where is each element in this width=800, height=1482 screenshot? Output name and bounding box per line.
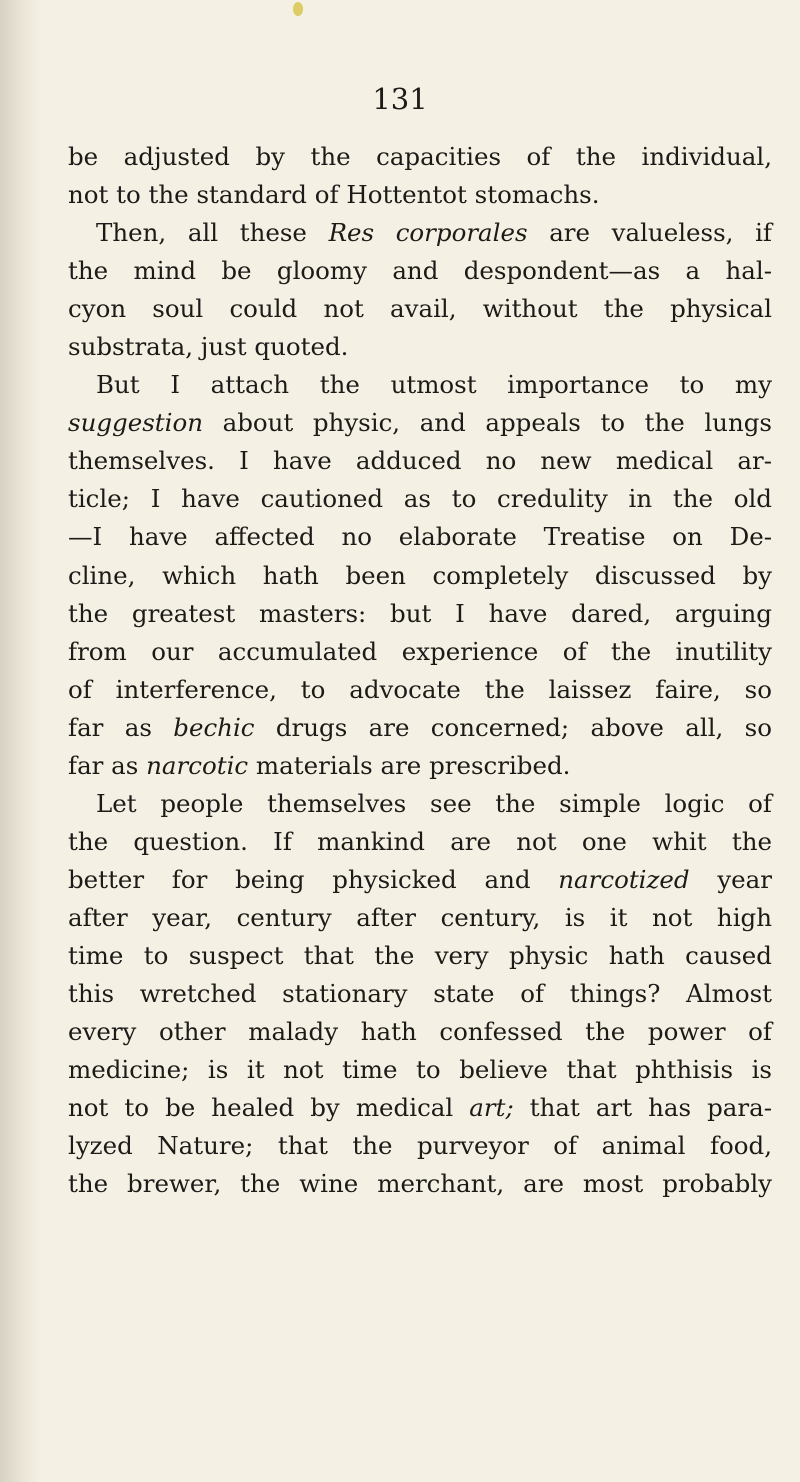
text-line: —I have affected no elaborate Treatise on De- [68, 522, 772, 552]
italic-phrase: narcotic [146, 750, 249, 780]
page-number: 131 [372, 82, 428, 116]
text-line: medicine; is it not time to believe that phthisis is [68, 1055, 772, 1085]
text-line: better for being physicked and narcotized year [68, 864, 772, 894]
text-line: after year, century after century, is it not high [68, 902, 772, 932]
text-line: time to suspect that the very physic hath caused [68, 940, 772, 970]
italic-phrase: suggestion [68, 408, 204, 438]
text-line: every other malady hath confessed the power of [68, 1017, 772, 1047]
text-line: the greatest masters: but I have dared, arguing [68, 598, 772, 628]
text-line: Then, all these Res corporales are valueless, if [96, 218, 773, 248]
italic-phrase: art; [469, 1093, 514, 1123]
text-line: lyzed Nature; that the purveyor of animal food, [68, 1131, 772, 1161]
italic-phrase: Res corporales [328, 218, 528, 248]
italic-phrase: narcotized [558, 864, 690, 894]
text-line: the question. If mankind are not one whit the [68, 826, 772, 856]
text-line: the mind be gloomy and despondent—as a hal- [68, 256, 772, 286]
text-line: of interference, to advocate the laissez faire, so [68, 674, 772, 704]
text-line: this wretched stationary state of things? Almost [68, 979, 772, 1009]
text-line: be adjusted by the capacities of the individual, [68, 142, 772, 171]
text-line: far as narcotic materials are prescribed. [68, 750, 571, 780]
text-line: themselves. I have adduced no new medical ar- [68, 446, 772, 476]
body-text [68, 138, 772, 1203]
text-line: not to the standard of Hottentot stomachs. [68, 180, 600, 210]
text-line: from our accumulated experience of the inutility [68, 636, 772, 666]
text-line: substrata, just quoted. [68, 332, 349, 362]
text-line: far as bechic drugs are concerned; above all, so [68, 712, 772, 742]
text-line: suggestion about physic, and appeals to the lungs [68, 408, 772, 438]
text-line: ticle; I have cautioned as to credulity in the old [68, 484, 772, 514]
text-line: cyon soul could not avail, without the physical [68, 294, 772, 324]
italic-phrase: bechic [173, 712, 255, 742]
page-edge-shadow [0, 0, 40, 1482]
text-line: not to be healed by medical art; that art has para- [68, 1093, 772, 1123]
ink-speck [293, 2, 303, 16]
text-line: Let people themselves see the simple logic of [96, 788, 772, 818]
text-line: But I attach the utmost importance to my [96, 370, 772, 400]
text-line: cline, which hath been completely discussed by [68, 560, 772, 590]
text-line: the brewer, the wine merchant, are most probably [68, 1169, 772, 1199]
